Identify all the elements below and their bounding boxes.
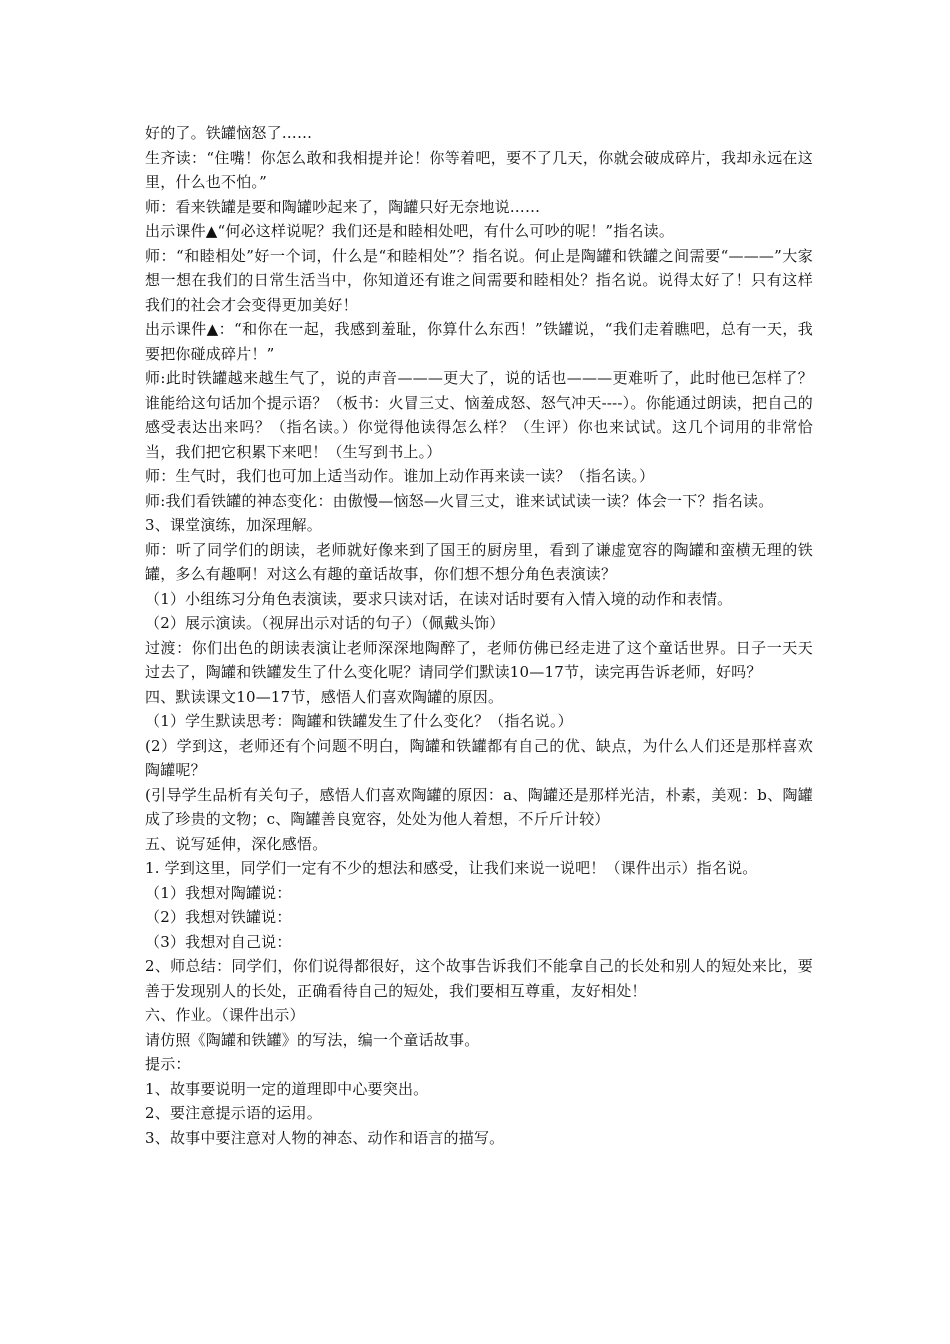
paragraph: 师:此时铁罐越来越生气了，说的声音———更大了，说的话也———更难听了，此时他已怎样了？谁能给这句话加个提示语？（板书：火冒三丈、恼羞成怒、怒气冲天----）。你能通过朗读，把自己的感受表达出来吗？（指名读。）你觉得他读得怎么样？（生评）你也来试试。这几个词用的非常恰当，我们把它积累下来吧！（生写到书上。） (145, 369, 813, 461)
list-item: 3、故事中要注意对人物的神态、动作和语言的描写。 (145, 1128, 505, 1147)
list-item: （1）我想对陶罐说： (145, 883, 292, 902)
paragraph: 好的了。铁罐恼怒了…… (145, 124, 313, 142)
paragraph: 出示课件▲：“和你在一起，我感到羞耻，你算什么东西！”铁罐说，“我们走着瞧吧，总有一天，我要把你碰成碎片！” (145, 320, 813, 363)
section-heading: 六、作业。（课件出示） (145, 1006, 305, 1024)
list-item: （2）我想对铁罐说： (145, 908, 292, 926)
list-item: （2）展示演读。（视屏出示对话的句子）（佩戴头饰） (145, 614, 505, 632)
list-item: （1）学生默读思考：陶罐和铁罐发生了什么变化？（指名说。） (145, 712, 573, 730)
paragraph: 出示课件▲“何必这样说呢？我们还是和睦相处吧，有什么可吵的呢！”指名读。 (145, 222, 675, 240)
paragraph: 师:我们看铁罐的神态变化：由傲慢—恼怒—火冒三丈，谁来试试读一读？体会一下？指名读。 (145, 491, 774, 510)
list-item: 1. 学到这里，同学们一定有不少的想法和感受，让我们来说一说吧！（课件出示）指名说。 (145, 859, 758, 877)
section-heading: 四、默读课文10—17节，感悟人们喜欢陶罐的原因。 (145, 687, 504, 706)
paragraph: 师：“和睦相处”好一个词，什么是“和睦相处”？指名说。何止是陶罐和铁罐之间需要“———”大家想一想在我们的日常生活当中，你知道还有谁之间需要和睦相处？指名说。说得太好了！只有这样我们的社会才会变得更加美好！ (145, 246, 813, 314)
paragraph: 2、师总结：同学们，你们说得都很好，这个故事告诉我们不能拿自己的长处和别人的短处来比，要善于发现别人的长处，正确看待自己的短处，我们要相互尊重，友好相处！ (145, 957, 813, 1000)
list-item: 2、要注意提示语的运用。 (145, 1104, 322, 1122)
paragraph: (引导学生品析有关句子，感悟人们喜欢陶罐的原因：a、陶罐还是那样光洁，朴素，美观：b、陶罐成了珍贵的文物；c、陶罐善良宽容，处处为他人着想，不斤斤计较） (145, 785, 813, 828)
section-heading: 五、说写延伸，深化感悟。 (145, 834, 328, 853)
paragraph: 过渡：你们出色的朗读表演让老师深深地陶醉了，老师仿佛已经走进了这个童话世界。日子一天天过去了，陶罐和铁罐发生了什么变化呢？请同学们默读10—17节，读完再告诉老师，好吗？ (145, 638, 813, 681)
lesson-plan-text (145, 121, 813, 1150)
paragraph: 请仿照《陶罐和铁罐》的写法，编一个童话故事。 (145, 1030, 480, 1049)
section-heading: 3、课堂演练，加深理解。 (145, 516, 322, 534)
list-item: （3）我想对自己说： (145, 932, 292, 951)
list-item: 1、故事要说明一定的道理即中心要突出。 (145, 1079, 429, 1098)
paragraph: 生齐读：“住嘴！你怎么敢和我相提并论！你等着吧，要不了几天，你就会破成碎片，我却永远在这里，什么也不怕。” (145, 148, 813, 191)
paragraph: 师：听了同学们的朗读，老师就好像来到了国王的厨房里，看到了谦虚宽容的陶罐和蛮横无理的铁罐，多么有趣啊！对这么有趣的童话故事，你们想不想分角色表演读？ (145, 540, 813, 583)
paragraph: 师：生气时，我们也可加上适当动作。谁加上动作再来读一读？（指名读。） (145, 467, 655, 485)
list-item: (2）学到这，老师还有个问题不明白，陶罐和铁罐都有自己的优、缺点，为什么人们还是那样喜欢陶罐呢？ (145, 736, 813, 779)
paragraph: 师：看来铁罐是要和陶罐吵起来了，陶罐只好无奈地说…… (145, 197, 541, 216)
list-item: （1）小组练习分角色表演读，要求只读对话，在读对话时要有入情入境的动作和表情。 (145, 589, 733, 608)
paragraph: 提示： (145, 1055, 191, 1073)
